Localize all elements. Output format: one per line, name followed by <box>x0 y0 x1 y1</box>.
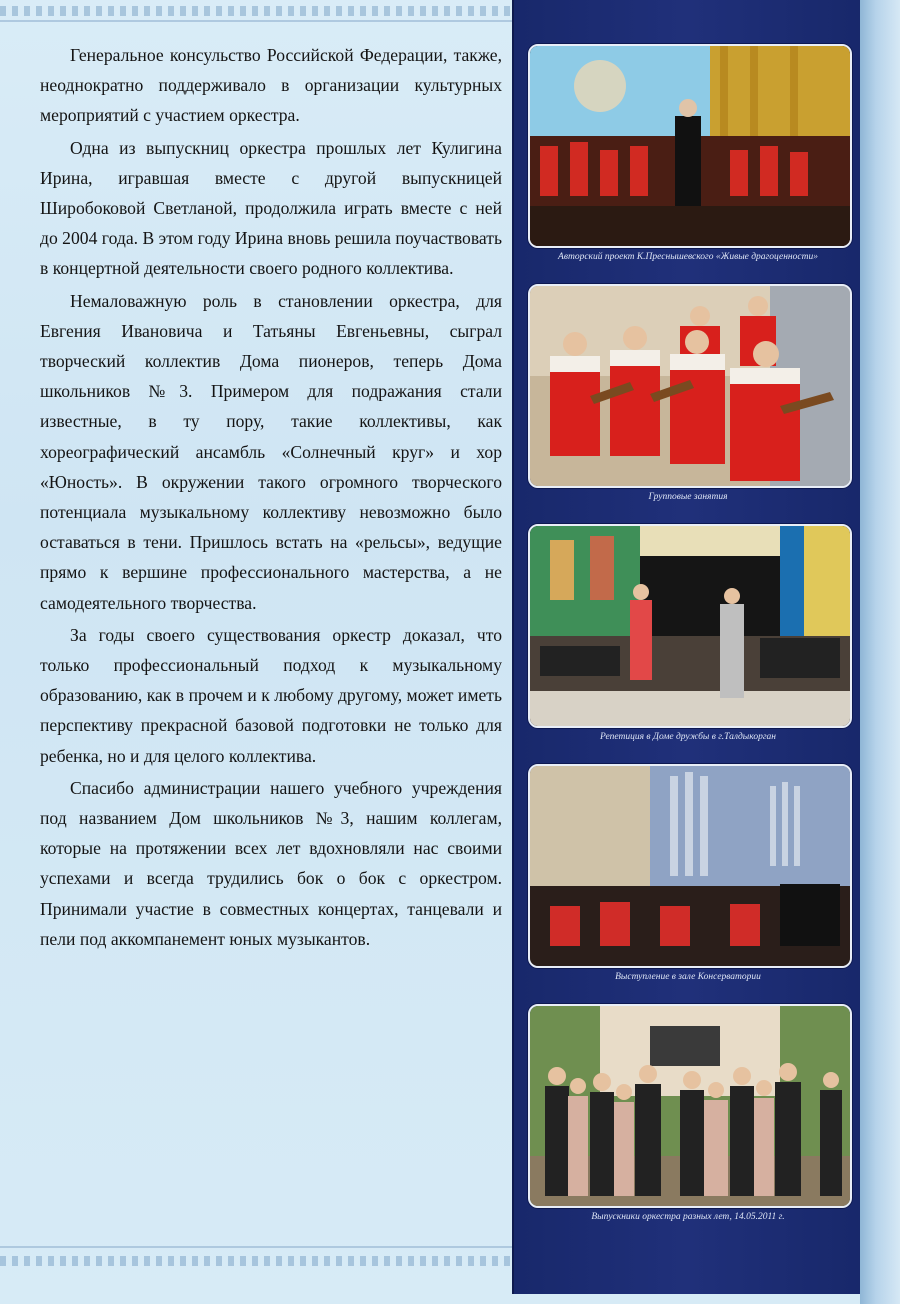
caption-conservatory: Выступление в зале Консерватории <box>615 972 761 982</box>
photo-block-concert <box>528 44 848 263</box>
photo-group-lessons <box>528 284 852 488</box>
photo-block-conservatory <box>528 764 848 983</box>
paragraph-professional-approach: За годы своего существования оркестр доказал, что только профессиональный подход к музыкальному образованию, как в прочем и к любому другому, может иметь перспективу прекрасной базовой подготовки не только для ребенка, но и для целого коллектива. <box>40 624 502 766</box>
photo-stage-concert <box>528 44 852 248</box>
caption-concert: Авторский проект К.Преснышевского «Живые драгоценности» <box>558 252 818 262</box>
top-ornament-line <box>0 20 512 22</box>
caption-lessons: Групповые занятия <box>648 492 728 502</box>
photo-conservatory <box>528 764 852 968</box>
article-text <box>40 40 502 954</box>
top-ornament <box>0 6 512 16</box>
bottom-ornament-line <box>0 1246 512 1248</box>
page-fold-edge <box>860 0 900 1304</box>
paragraph-pioneers-house: Немаловажную роль в становлении оркестра, для Евгения Ивановича и Татьяны Евгеньевны, сыграл творческий коллектив Дома пионеров, теперь Дома школьников №3. Примером для подражания стали известные, в ту пору, такие коллективы, как хореографический ансамбль «Солнечный круг» и хор «Юность». В окружении такого огромного творческого потенциала музыкальному коллективу невозможно было оставаться в тени. Пришлось встать на «рельсы», ведущие прямо к вершине профессионального мастерства, а не самодеятельного творчества. <box>40 290 502 613</box>
bottom-ornament <box>0 1256 512 1266</box>
paragraph-consulate: Генеральное консульство Российской Федерации, также, неоднократно поддерживало в организации культурных мероприятий с участием оркестра. <box>40 45 502 126</box>
caption-alumni: Выпускники оркестра разных лет, 14.05.2011 г. <box>591 1212 785 1222</box>
photo-block-rehearsal <box>528 524 848 743</box>
photo-alumni <box>528 1004 852 1208</box>
paragraph-kuligina: Одна из выпускниц оркестра прошлых лет Кулигина Ирина, игравшая вместе с другой выпускницей Широбоковой Светланой, продолжила играть вместе с ней до 2004 года. В этом году Ирина вновь решила поучаствовать в концертной деятельности своего родного коллектива. <box>40 137 502 279</box>
photo-rehearsal <box>528 524 852 728</box>
photo-sidebar <box>512 0 862 1294</box>
paragraph-thanks: Спасибо администрации нашего учебного учреждения под названием Дом школьников №3, нашим коллегам, которые на протяжении всех лет вдохновляли нас своими успехами и всегда трудились бок о бок с оркестром. Принимали участие в совместных концертах, танцевали и пели под аккомпанемент юных музыкантов. <box>40 777 502 949</box>
photo-block-alumni <box>528 1004 848 1223</box>
photo-block-lessons <box>528 284 848 503</box>
caption-rehearsal: Репетиция в Доме дружбы в г.Талдыкорган <box>600 732 776 742</box>
